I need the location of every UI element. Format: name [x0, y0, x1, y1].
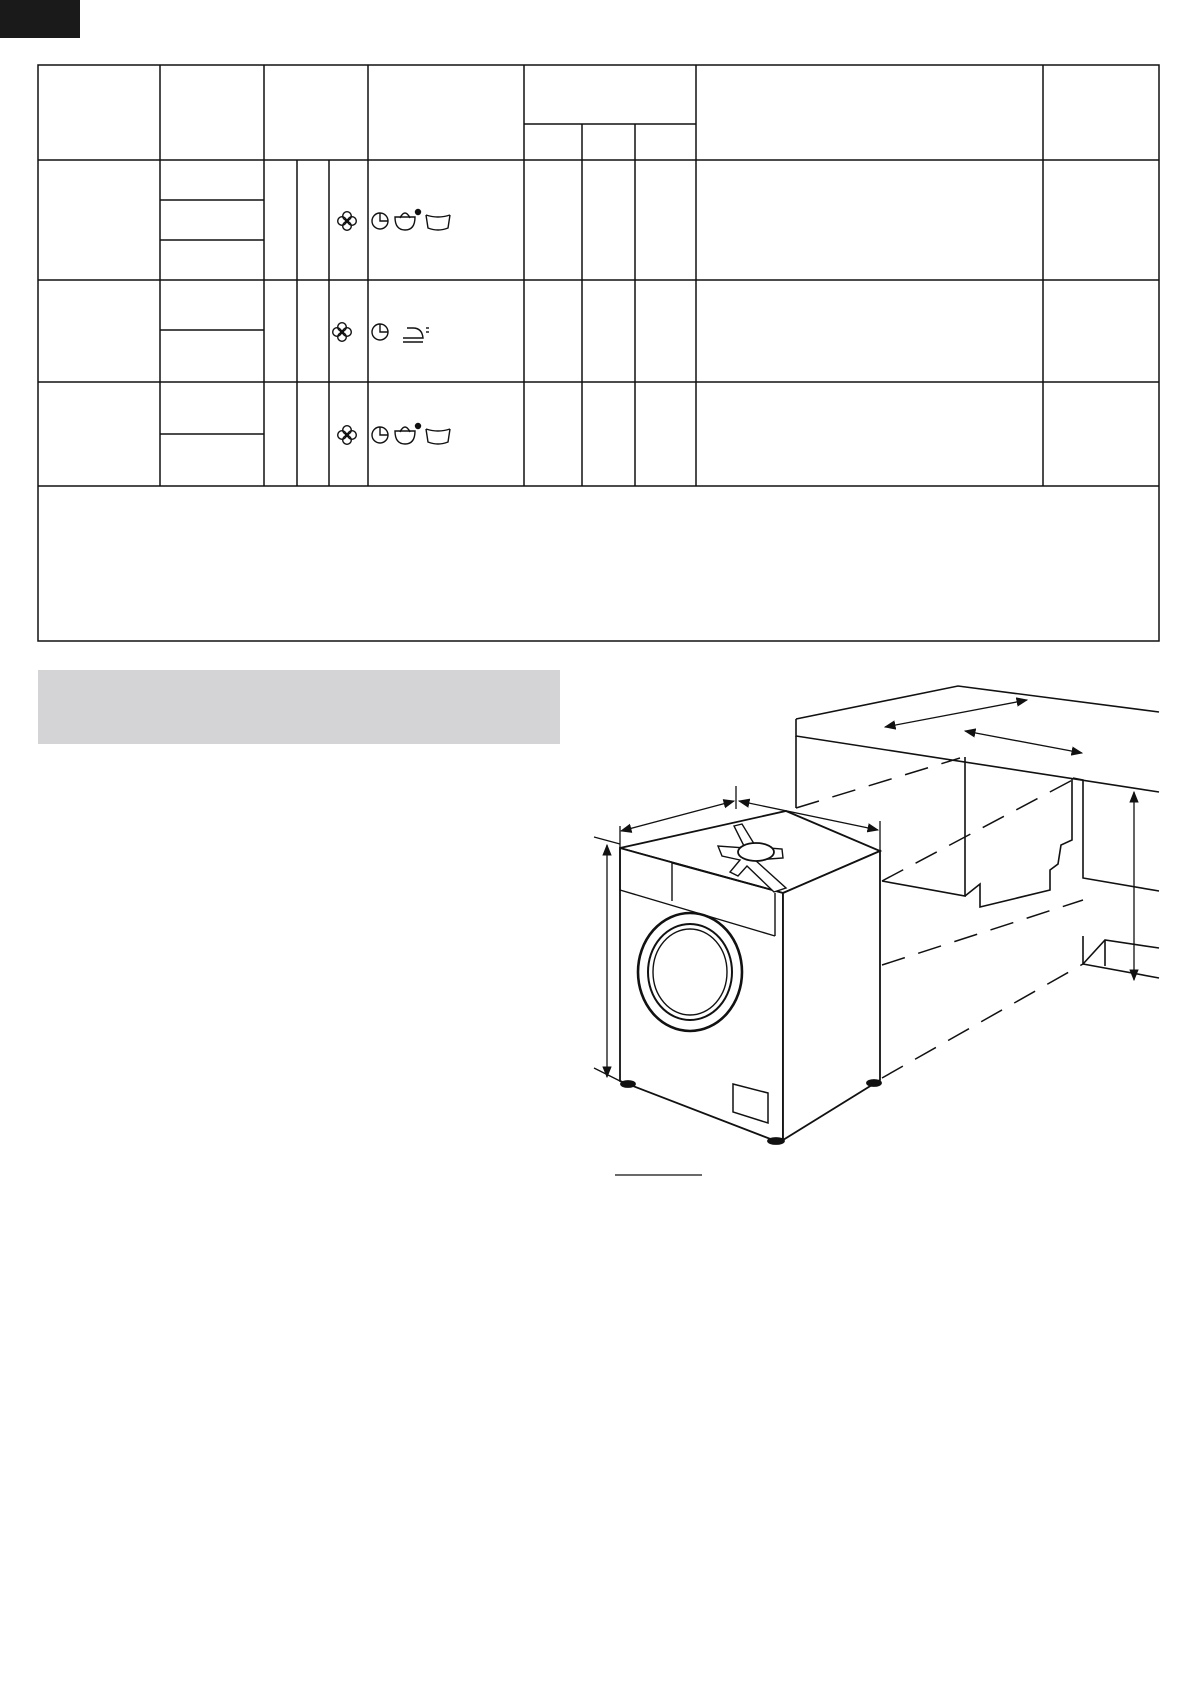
tub-icon: [426, 429, 450, 444]
recess-depth-dimension: [965, 731, 1082, 753]
care-symbols-row-1: [338, 210, 450, 231]
program-table: [38, 65, 1159, 641]
drum-dry-icon: [333, 323, 352, 342]
table-border: [38, 65, 1159, 641]
iron-icon: [403, 328, 429, 342]
timer-icon: [372, 324, 388, 340]
washing-machine: [620, 811, 881, 1144]
care-symbols-row-2: [333, 323, 429, 342]
tub-icon: [426, 215, 450, 230]
drum-dry-icon: [338, 426, 357, 445]
care-symbols-row-3: [338, 424, 450, 445]
timer-icon: [372, 213, 388, 229]
counter-width-dimension: [885, 700, 1027, 727]
drum-dry-icon: [338, 212, 357, 231]
section-heading-banner: [38, 670, 560, 744]
timer-icon: [372, 427, 388, 443]
tumble-dry-icon: [395, 424, 421, 445]
tumble-dry-icon: [395, 210, 421, 231]
installation-diagram: [594, 686, 1159, 1175]
